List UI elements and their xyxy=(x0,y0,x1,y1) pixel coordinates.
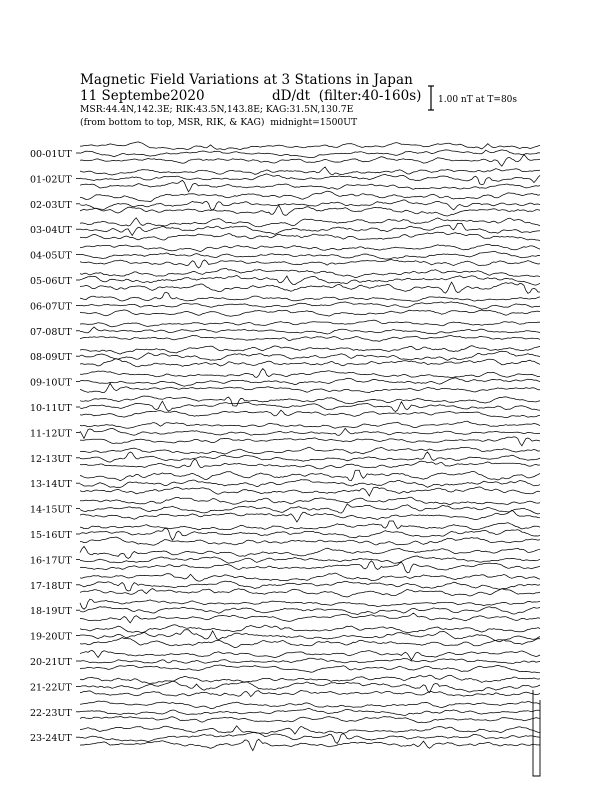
trace-RIK xyxy=(80,378,540,386)
trace-KAG xyxy=(80,625,540,633)
trace-MSR xyxy=(80,335,540,341)
hour-label: 18-19UT xyxy=(30,606,72,618)
trace-MSR xyxy=(80,180,540,191)
row-01-02UT xyxy=(30,167,540,192)
row-22-23UT xyxy=(30,701,540,723)
trace-MSR xyxy=(80,487,540,496)
date-text: 11 Septembe2020 xyxy=(80,88,205,104)
trace-RIK xyxy=(80,658,540,663)
hour-label: 16-17UT xyxy=(30,555,72,567)
trace-KAG xyxy=(80,675,540,684)
row-07-08UT xyxy=(30,320,540,341)
scale-bar xyxy=(428,86,434,110)
trace-RIK xyxy=(80,630,540,642)
trace-RIK xyxy=(80,150,540,158)
trace-KAG xyxy=(80,470,540,481)
hour-label: 07-08UT xyxy=(30,326,72,338)
row-12-13UT xyxy=(30,447,540,469)
trace-RIK xyxy=(80,251,540,259)
row-13-14UT xyxy=(30,470,540,496)
hour-label: 17-18UT xyxy=(30,580,72,592)
trace-MSR xyxy=(80,359,540,367)
trace-RIK xyxy=(80,276,540,286)
trace-MSR xyxy=(80,665,540,673)
trace-KAG xyxy=(80,218,540,227)
hour-label: 21-22UT xyxy=(30,682,72,694)
trace-MSR xyxy=(80,260,540,269)
row-16-17UT xyxy=(30,546,540,572)
trace-RIK xyxy=(80,302,540,309)
stations-line: MSR:44.4N,142.3E; RIK:43.5N,143.8E; KAG:31.5N,130.7E xyxy=(80,104,354,115)
trace-RIK xyxy=(80,556,540,563)
trace-KAG xyxy=(80,726,540,734)
filter-text: (filter:40-160s) xyxy=(318,88,422,104)
trace-MSR xyxy=(80,510,540,522)
trace-KAG xyxy=(80,546,540,558)
trace-RIK xyxy=(80,581,540,591)
hour-label: 22-23UT xyxy=(30,707,72,719)
trace-RIK xyxy=(80,223,540,235)
trace-RIK xyxy=(80,607,540,615)
row-23-24UT xyxy=(30,726,540,751)
trace-RIK xyxy=(80,327,540,334)
trace-KAG xyxy=(80,320,540,327)
hour-label: 08-09UT xyxy=(30,352,72,364)
row-03-04UT xyxy=(30,218,540,241)
trace-RIK xyxy=(80,428,540,438)
trace-KAG xyxy=(80,599,540,609)
row-10-11UT xyxy=(30,396,540,418)
trace-KAG xyxy=(80,497,540,505)
row-11-12UT xyxy=(30,421,540,446)
row-20-21UT xyxy=(30,650,540,672)
hour-label: 05-06UT xyxy=(30,276,72,287)
hour-label: 02-03UT xyxy=(30,199,72,211)
trace-MSR xyxy=(80,459,540,469)
hour-label: 15-16UT xyxy=(30,530,72,541)
hour-label: 06-07UT xyxy=(30,301,72,313)
quantity-text: dD/dt xyxy=(272,88,311,104)
trace-MSR xyxy=(80,232,540,241)
trace-RIK xyxy=(80,732,540,743)
trace-RIK xyxy=(80,452,540,462)
trace-KAG xyxy=(80,167,540,175)
trace-KAG xyxy=(80,521,540,530)
hour-label: 01-02UT xyxy=(30,174,72,186)
trace-MSR xyxy=(80,589,540,597)
row-09-10UT xyxy=(30,369,540,393)
trace-MSR xyxy=(80,310,540,316)
trace-KAG xyxy=(80,369,540,378)
trace-KAG xyxy=(80,142,540,150)
trace-RIK xyxy=(80,681,540,692)
hour-label: 10-11UT xyxy=(30,403,72,414)
scale-label: 1.00 nT at T=80s xyxy=(438,95,518,105)
hour-label: 04-05UT xyxy=(30,250,72,262)
hour-label: 00-01UT xyxy=(30,149,72,160)
midnight-note: midnight=1500UT xyxy=(270,117,358,128)
trace-MSR xyxy=(80,638,540,648)
row-14-15UT xyxy=(30,497,540,522)
row-00-01UT xyxy=(30,142,540,166)
trace-rows xyxy=(30,142,540,776)
trace-MSR xyxy=(80,282,540,293)
trace-KAG xyxy=(80,421,540,428)
trace-MSR xyxy=(80,561,540,573)
row-17-18UT xyxy=(30,573,540,597)
trace-KAG xyxy=(80,191,540,202)
hour-label: 03-04UT xyxy=(30,225,72,237)
hour-label: 19-20UT xyxy=(30,631,72,643)
row-02-03UT xyxy=(30,191,540,216)
row-15-16UT xyxy=(30,521,540,545)
trace-MSR xyxy=(80,205,540,216)
trace-KAG xyxy=(80,244,540,251)
trace-RIK xyxy=(80,528,540,540)
trace-KAG xyxy=(80,701,540,709)
trace-RIK xyxy=(80,174,540,185)
row-05-06UT xyxy=(30,269,540,294)
trace-RIK xyxy=(80,504,540,514)
chart-title: Magnetic Field Variations at 3 Stations in Japan xyxy=(80,72,413,88)
hour-label: 11-12UT xyxy=(30,428,72,440)
row-21-22UT xyxy=(30,675,540,697)
row-08-09UT xyxy=(30,346,540,367)
trace-KAG xyxy=(80,292,540,301)
trace-MSR xyxy=(80,383,540,392)
hour-label: 13-14UT xyxy=(30,479,72,491)
order-note: (from bottom to top, MSR, RIK, & KAG) xyxy=(80,117,265,128)
trace-KAG xyxy=(80,447,540,454)
trace-RIK xyxy=(80,480,540,488)
row-06-07UT xyxy=(30,292,540,316)
row-04-05UT xyxy=(30,244,540,268)
trace-RIK xyxy=(80,708,540,715)
row-19-20UT xyxy=(30,625,540,648)
hour-label: 09-10UT xyxy=(30,377,72,389)
trace-MSR xyxy=(80,537,540,545)
row-18-19UT xyxy=(30,599,540,623)
hour-label: 20-21UT xyxy=(30,657,72,668)
trace-KAG xyxy=(80,573,540,581)
trace-RIK xyxy=(80,401,540,411)
trace-MSR xyxy=(80,410,540,417)
hour-label: 14-15UT xyxy=(30,504,72,516)
trace-MSR xyxy=(80,437,540,446)
hour-label: 12-13UT xyxy=(30,453,72,465)
trace-MSR xyxy=(80,613,540,623)
trace-RIK xyxy=(80,351,540,360)
trace-MSR xyxy=(80,716,540,722)
hour-label: 23-24UT xyxy=(30,733,72,745)
